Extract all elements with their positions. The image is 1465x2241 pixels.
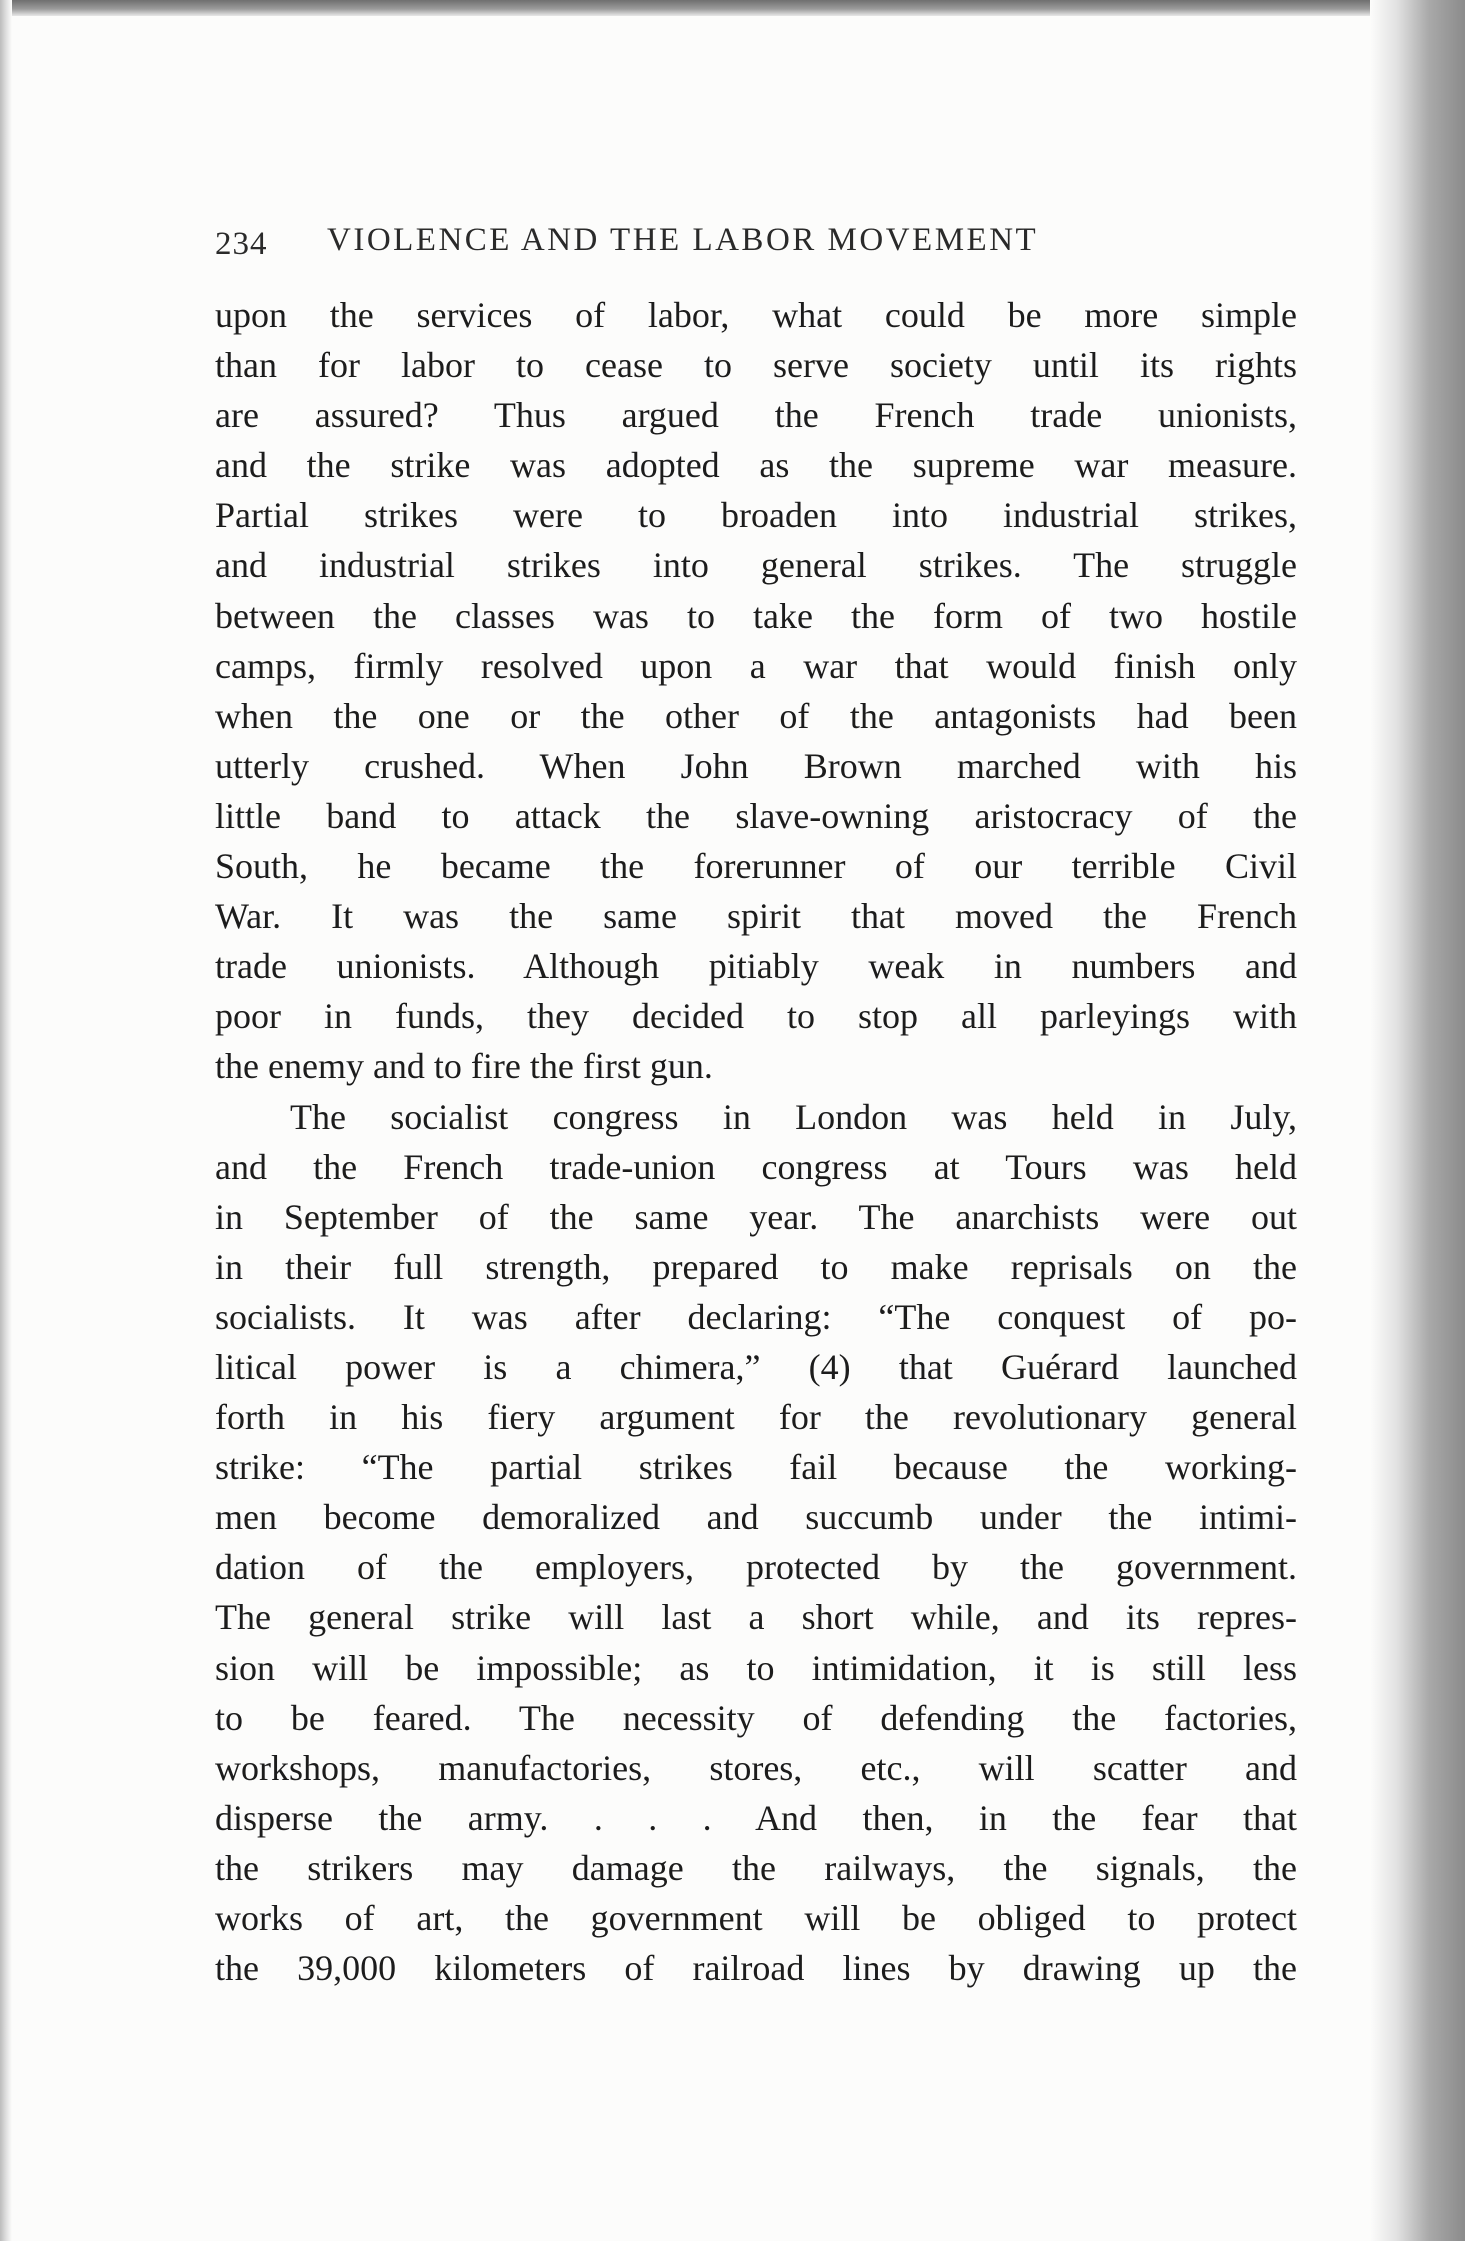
text-line: and the French trade-union congress at Tours was held (215, 1146, 1297, 1187)
text-line: strike: “The partial strikes fail because the working- (215, 1447, 1297, 1488)
page-number: 234 (215, 226, 268, 262)
text-line: between the classes was to take the form of two hostile (215, 595, 1297, 636)
text-line: works of art, the government will be obliged to protect (215, 1898, 1297, 1938)
text-line: camps, firmly resolved upon a war that would finish only (215, 645, 1297, 686)
text-line: The general strike will last a short while, and its repres- (215, 1597, 1297, 1638)
text-line: dation of the employers, protected by the government. (215, 1547, 1297, 1588)
scan-right-edge (1370, 0, 1465, 2241)
text-line: trade unionists. Although pitiably weak in numbers and (215, 946, 1297, 987)
running-head (215, 222, 1295, 270)
text-line: the strikers may damage the railways, the signals, the (215, 1847, 1297, 1888)
text-line: Partial strikes were to broaden into industrial strikes, (215, 495, 1297, 536)
text-line: are assured? Thus argued the French trade unionists, (215, 395, 1297, 436)
text-line: the enemy and to fire the first gun. (215, 1046, 713, 1087)
text-line: War. It was the same spirit that moved the French (215, 896, 1297, 937)
text-line: poor in funds, they decided to stop all parleyings with (215, 996, 1297, 1037)
scan-left-edge (0, 0, 12, 2241)
text-line: South, he became the forerunner of our terrible Civil (215, 846, 1297, 887)
text-line: sion will be impossible; as to intimidation, it is still less (215, 1647, 1297, 1688)
text-line: forth in his fiery argument for the revolutionary general (215, 1397, 1297, 1438)
paragraph-2 (215, 1092, 1297, 1994)
text-line: in September of the same year. The anarchists were out (215, 1196, 1297, 1237)
text-line: litical power is a chimera,” (4) that Guérard launched (215, 1346, 1297, 1387)
text-line: socialists. It was after declaring: “The conquest of po- (215, 1296, 1297, 1337)
text-line: workshops, manufactories, stores, etc., will scatter and (215, 1747, 1297, 1788)
scan-top-edge (0, 0, 1465, 16)
text-line: and industrial strikes into general strikes. The struggle (215, 545, 1297, 586)
text-line: upon the services of labor, what could be more simple (215, 295, 1297, 335)
text-line: disperse the army. . . . And then, in the fear that (215, 1797, 1297, 1838)
text-line: The socialist congress in London was held in July, (290, 1096, 1297, 1137)
paragraph-1 (215, 290, 1297, 1092)
text-line: the 39,000 kilometers of railroad lines by drawing up the (215, 1948, 1297, 1989)
text-line: utterly crushed. When John Brown marched with his (215, 745, 1297, 786)
text-line: than for labor to cease to serve society until its rights (215, 345, 1297, 386)
text-line: when the one or the other of the antagonists had been (215, 695, 1297, 736)
text-line: and the strike was adopted as the supreme war measure. (215, 445, 1297, 486)
text-line: in their full strength, prepared to make reprisals on the (215, 1246, 1297, 1287)
text-line: little band to attack the slave-owning aristocracy of the (215, 795, 1297, 836)
text-line: men become demoralized and succumb under the intimi- (215, 1497, 1297, 1538)
body-text (215, 290, 1297, 1993)
text-line: to be feared. The necessity of defending the factories, (215, 1697, 1297, 1738)
running-title: VIOLENCE AND THE LABOR MOVEMENT (327, 222, 1039, 258)
